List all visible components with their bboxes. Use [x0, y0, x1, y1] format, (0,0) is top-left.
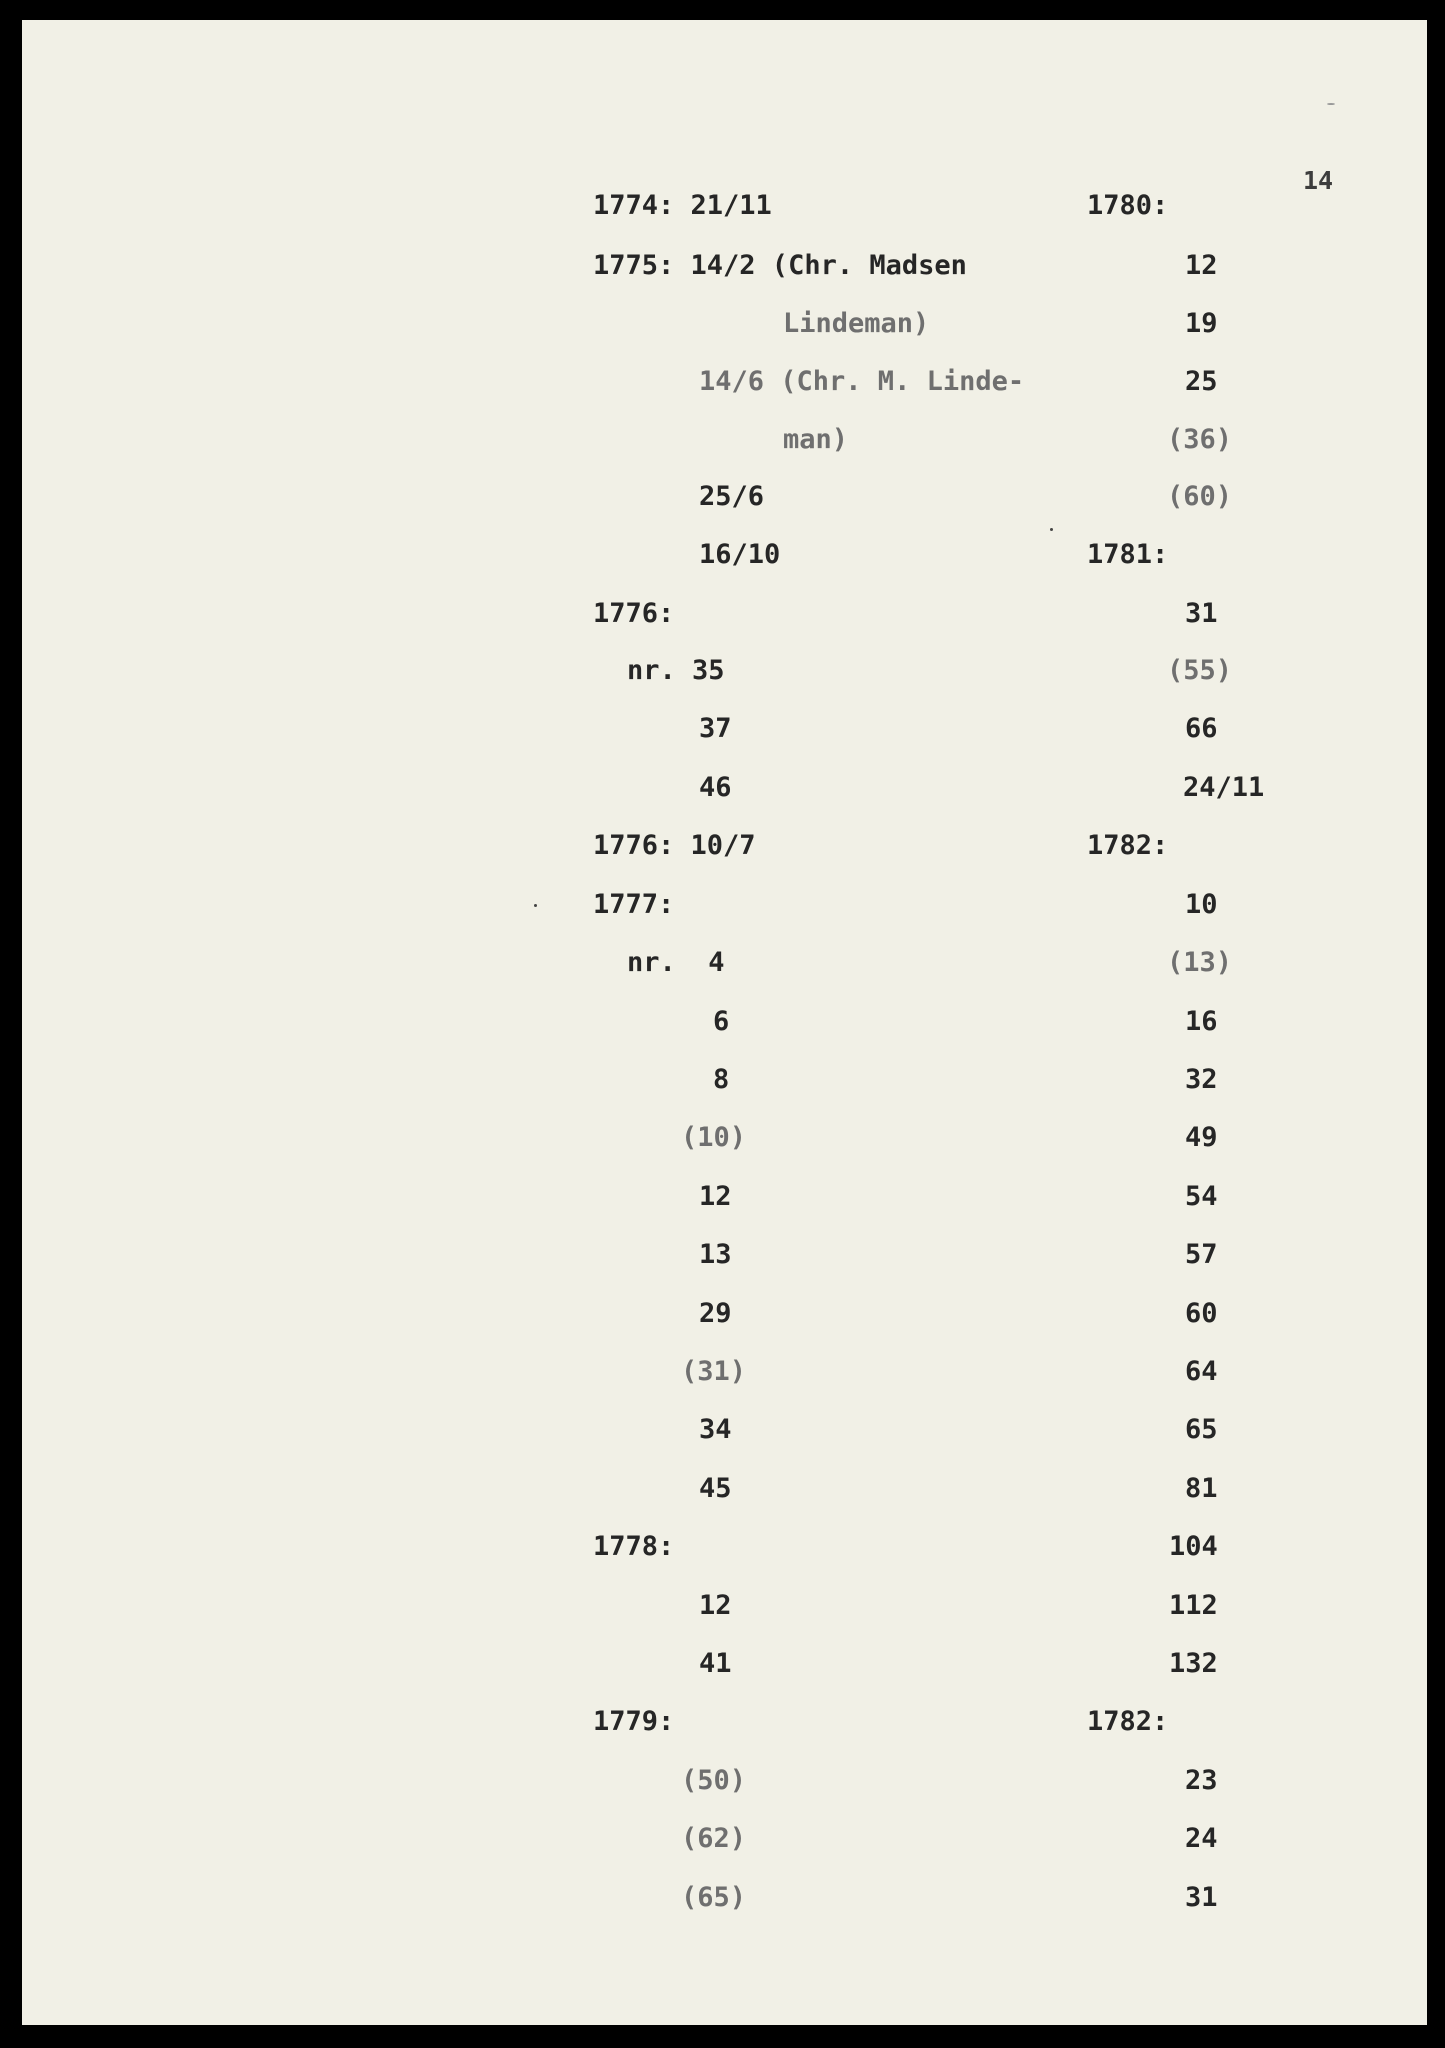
left-entry: (65) [681, 1882, 747, 1913]
right-entry: 1782: [1087, 830, 1169, 861]
left-entry: 41 [699, 1648, 732, 1679]
right-entry: 112 [1169, 1590, 1218, 1621]
right-entry: (13) [1167, 947, 1233, 978]
right-entry: 81 [1185, 1473, 1218, 1504]
right-entry: 132 [1169, 1648, 1218, 1679]
left-entry: 37 [699, 713, 732, 744]
right-entry: (60) [1167, 481, 1233, 512]
left-entry: 45 [699, 1473, 732, 1504]
left-entry: 1776: 10/7 [593, 830, 756, 861]
right-entry: 66 [1185, 713, 1218, 744]
ink-speck [534, 904, 537, 907]
left-entry: nr. 4 [627, 947, 725, 978]
left-entry: (31) [681, 1356, 747, 1387]
right-entry: 60 [1185, 1298, 1218, 1329]
right-entry: 31 [1185, 598, 1218, 629]
right-entry: 24/11 [1183, 772, 1265, 803]
left-entry: 46 [699, 772, 732, 803]
right-entry: 10 [1185, 889, 1218, 920]
left-entry: (50) [681, 1765, 747, 1796]
left-entry: 1779: [593, 1706, 675, 1737]
right-entry: 23 [1185, 1765, 1218, 1796]
left-entry: 12 [699, 1590, 732, 1621]
right-entry: 19 [1185, 308, 1218, 339]
right-entry: 25 [1185, 366, 1218, 397]
left-entry: 8 [713, 1064, 730, 1095]
left-entry: 1775: 14/2 (Chr. Madsen [593, 250, 967, 281]
page-number: 14 [1303, 166, 1334, 195]
right-entry: 1780: [1087, 190, 1169, 221]
right-entry: 32 [1185, 1064, 1218, 1095]
right-entry: 64 [1185, 1356, 1218, 1387]
left-entry: 6 [713, 1006, 730, 1037]
left-entry: 25/6 [699, 481, 765, 512]
left-entry: 29 [699, 1298, 732, 1329]
left-entry: 16/10 [699, 539, 781, 570]
right-entry: 1781: [1087, 539, 1169, 570]
left-entry: (10) [681, 1122, 747, 1153]
left-entry: nr. 35 [627, 655, 725, 686]
right-entry: 57 [1185, 1239, 1218, 1270]
left-entry: man) [783, 424, 849, 455]
left-entry: 1777: [593, 889, 675, 920]
right-entry: (36) [1167, 424, 1233, 455]
right-entry: 49 [1185, 1122, 1218, 1153]
right-entry: 24 [1185, 1823, 1218, 1854]
right-entry: 16 [1185, 1006, 1218, 1037]
right-entry: 12 [1185, 250, 1218, 281]
left-entry: 13 [699, 1239, 732, 1270]
paper-sheet [22, 20, 1427, 2025]
left-entry: 34 [699, 1414, 732, 1445]
right-entry: 31 [1185, 1882, 1218, 1913]
left-entry: 1774: 21/11 [593, 190, 772, 221]
left-entry: (62) [681, 1823, 747, 1854]
ink-speck [1050, 528, 1053, 531]
left-entry: 1778: [593, 1531, 675, 1562]
left-entry: 12 [699, 1181, 732, 1212]
left-entry: Lindeman) [783, 308, 930, 339]
right-entry: 1782: [1087, 1706, 1169, 1737]
ink-speck [1327, 103, 1335, 105]
left-entry: 14/6 (Chr. M. Linde- [699, 366, 1025, 397]
right-entry: 54 [1185, 1181, 1218, 1212]
left-entry: 1776: [593, 598, 675, 629]
right-entry: 104 [1169, 1531, 1218, 1562]
right-entry: 65 [1185, 1414, 1218, 1445]
right-entry: (55) [1167, 655, 1233, 686]
